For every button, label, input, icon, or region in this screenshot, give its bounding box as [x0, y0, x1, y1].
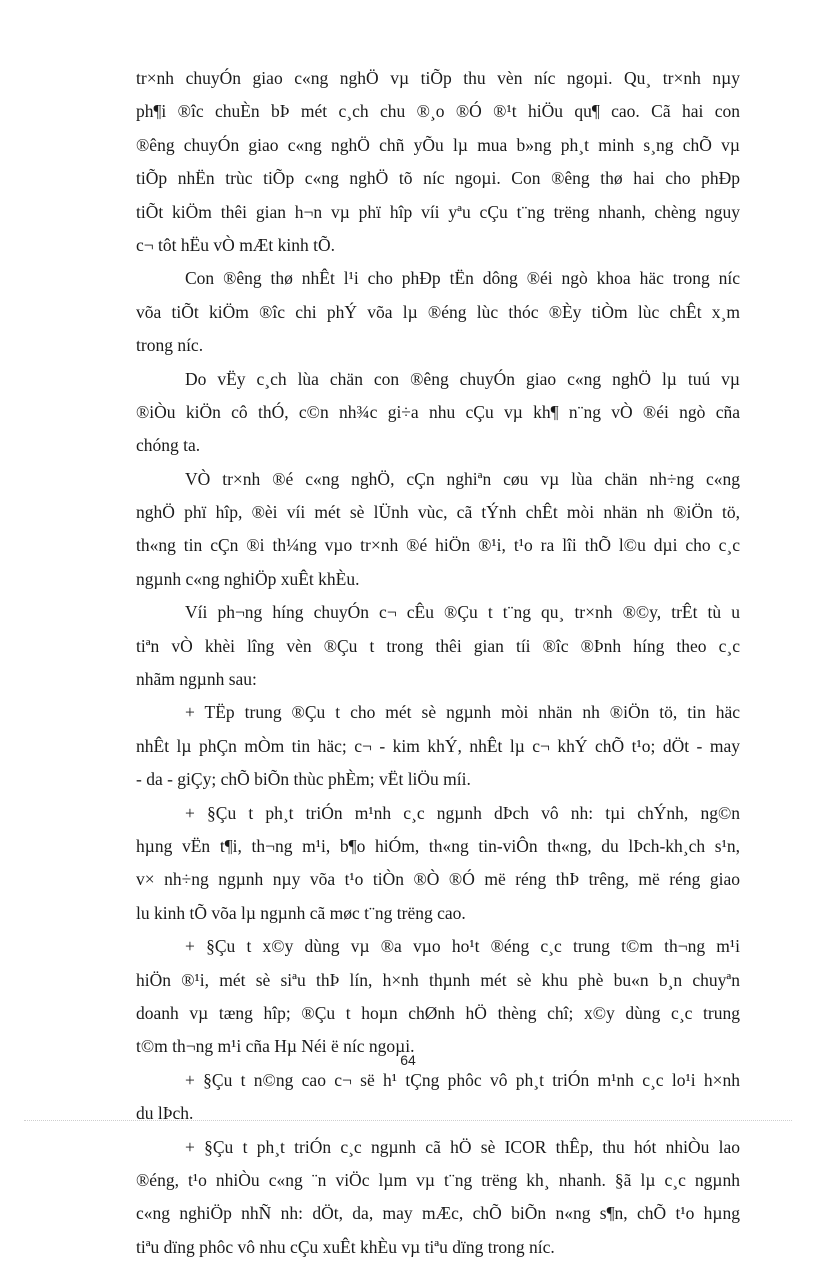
text-line: tiªn vÒ khèi lîng vèn ®Çu t trong thêi gian tíi ®îc ®Þnh híng theo c¸c [136, 635, 740, 656]
text-line: nhãm ngµnh sau: [136, 669, 257, 690]
text-line: + TËp trung ®Çu t cho mét sè ngµnh mòi nhän nh ®iÖn tö, tin häc [185, 702, 740, 723]
text-line: tiÕp nhËn trùc tiÕp c«ng nghÖ tõ níc ngoµi. Con ®êng thø hai cho phÐp [136, 168, 740, 189]
text-line: nghÖ phï hîp, ®èi víi mét sè lÜnh vùc, cã tÝnh chÊt mòi nhän nh ®iÖn tö, [136, 502, 740, 523]
text-line: du lÞch. [136, 1103, 194, 1124]
text-line: ®éng, t¹o nhiÒu c«ng ¨n viÖc lµm vµ t¨ng trëng kh¸ nhanh. §ã lµ c¸c ngµnh [136, 1169, 740, 1190]
text-line: Víi ph¬ng híng chuyÓn c¬ cÊu ®Çu t t¨ng qu¸ tr×nh ®©y, trÊt tù u [185, 602, 740, 623]
text-line: hiÖn ®¹i, mét sè siªu thÞ lín, h×nh thµnh mét sè khu phè bu«n b¸n chuyªn [136, 969, 740, 990]
text-line: v× nh÷ng ngµnh nµy võa t¹o tiÒn ®Ò ®Ó më réng thÞ trêng, më réng giao [136, 869, 740, 890]
text-line: + §Çu t ph¸t triÓn m¹nh c¸c ngµnh dÞch vô nh: tµi chÝnh, ng©n [185, 802, 740, 823]
page-number: 64 [400, 1052, 416, 1068]
text-line: chóng ta. [136, 435, 201, 456]
text-line: hµng vËn t¶i, th¬ng m¹i, b¶o hiÓm, th«ng tin-viÔn th«ng, du lÞch-kh¸ch s¹n, [136, 835, 740, 856]
text-line: trong níc. [136, 335, 204, 356]
text-line: Con ®êng thø nhÊt l¹i cho phÐp tËn dông ®éi ngò khoa häc trong níc [185, 268, 740, 289]
text-line: lu kinh tÕ võa lµ ngµnh cã møc t¨ng trëng cao. [136, 902, 466, 923]
text-line: nhÊt lµ phÇn mÒm tin häc; c¬ - kim khÝ, nhÊt lµ c¬ khÝ chÕ t¹o; dÖt - may [136, 735, 740, 756]
text-line: tr×nh chuyÓn giao c«ng nghÖ vµ tiÕp thu vèn níc ngoµi. Qu¸ tr×nh nµy [136, 68, 740, 88]
text-line: VÒ tr×nh ®é c«ng nghÖ, cÇn nghiªn cøu vµ lùa chän nh÷ng c«ng [185, 468, 740, 489]
document-body [136, 62, 740, 1264]
text-line: - da - giÇy; chÕ biÕn thùc phÈm; vËt liÖu míi. [136, 769, 471, 790]
text-line: c«ng nghiÖp nhÑ nh: dÖt, da, may mÆc, chÕ biÕn n«ng s¶n, chÕ t¹o hµng [136, 1203, 740, 1224]
text-line: Do vËy c¸ch lùa chän con ®êng chuyÓn giao c«ng nghÖ lµ tuú vµ [185, 368, 740, 389]
text-line: + §Çu t ph¸t triÓn c¸c ngµnh cã hÖ sè ICOR thÊp, thu hót nhiÒu lao [185, 1136, 740, 1157]
text-line: ngµnh c«ng nghiÖp xuÊt khÈu. [136, 568, 360, 589]
text-line: t©m th¬ng m¹i cña Hµ Néi ë níc ngoµi. [136, 1036, 415, 1057]
text-line: + §Çu t x©y dùng vµ ®a vµo ho¹t ®éng c¸c trung t©m th¬ng m¹i [185, 936, 740, 957]
text-line: tiÕt kiÖm thêi gian h¬n vµ phï hîp víi yªu cÇu t¨ng trëng nhanh, chèng nguy [136, 201, 740, 222]
footer-divider [24, 1120, 792, 1121]
text-line: võa tiÕt kiÖm ®îc chi phÝ võa lµ ®éng lùc thóc ®Èy tiÒm lùc chÊt x¸m [136, 301, 740, 322]
text-line: c¬ tôt hËu vÒ mÆt kinh tÕ. [136, 234, 335, 255]
text-line: ph¶i ®îc chuÈn bÞ mét c¸ch chu ®¸o ®Ó ®¹t hiÖu qu¶ cao. Cã hai con [136, 101, 740, 122]
text-line: ®êng chuyÓn giao c«ng nghÖ chñ yÕu lµ mua b»ng ph¸t minh s¸ng chÕ vµ [136, 134, 740, 155]
text-line: th«ng tin cÇn ®i th¼ng vµo tr×nh ®é hiÖn ®¹i, t¹o ra lîi thÕ l©u dµi cho c¸c [136, 535, 740, 556]
text-line: + §Çu t n©ng cao c¬ së h¹ tÇng phôc vô ph¸t triÓn m¹nh c¸c lo¹i h×nh [185, 1069, 740, 1090]
text-line: tiªu dïng phôc vô nhu cÇu xuÊt khÈu vµ tiªu dïng trong níc. [136, 1236, 555, 1257]
text-line: ®iÒu kiÖn cô thÓ, c©n nh¾c gi÷a nhu cÇu vµ kh¶ n¨ng vÒ ®éi ngò cña [136, 401, 740, 422]
text-line: doanh vµ tæng hîp; ®Çu t hoµn chØnh hÖ thèng chî; x©y dùng c¸c trung [136, 1002, 740, 1023]
